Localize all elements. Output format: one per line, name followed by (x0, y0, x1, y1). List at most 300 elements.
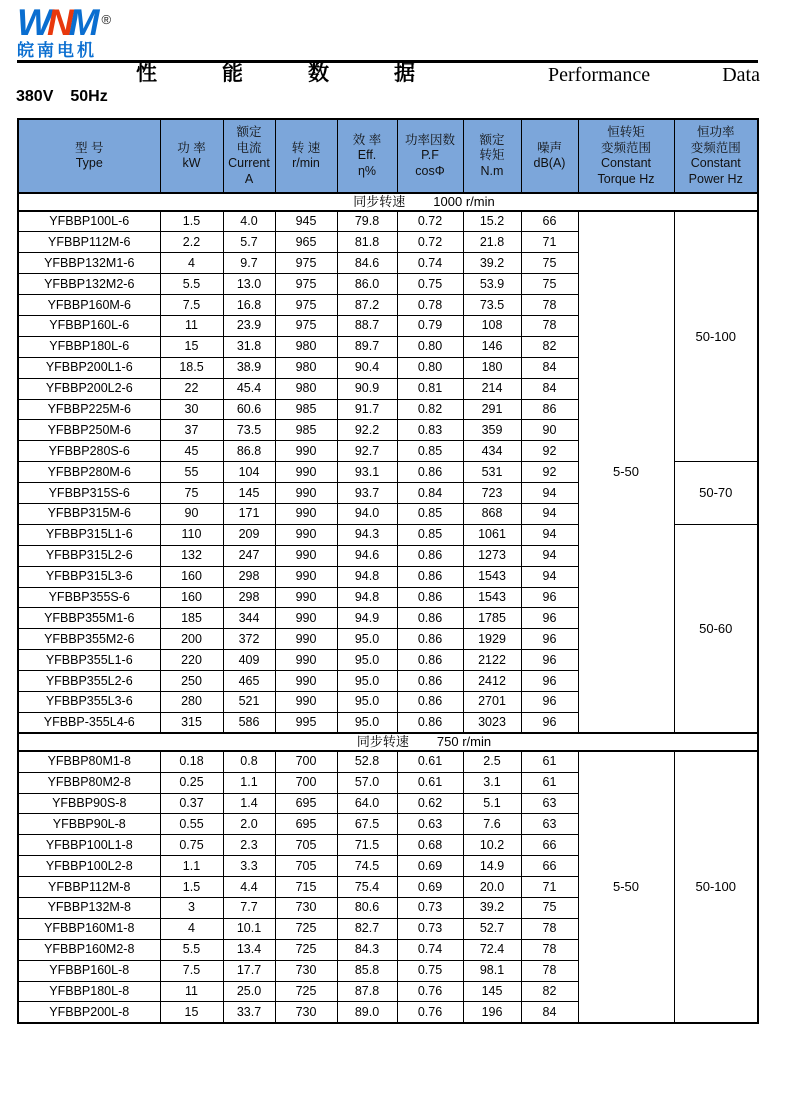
header-line: cosΦ (415, 163, 445, 178)
header-line: 额定 (236, 125, 262, 139)
value-cell-rated-current: 521 (223, 691, 275, 712)
type-cell: YFBBP90L-8 (18, 814, 160, 835)
value-cell-power-kw: 15 (160, 336, 223, 357)
value-cell-rated-current: 4.0 (223, 211, 275, 232)
value-cell-noise: 63 (521, 814, 578, 835)
value-cell-noise: 66 (521, 835, 578, 856)
value-cell-speed: 700 (275, 772, 337, 793)
value-cell-noise: 82 (521, 981, 578, 1002)
header-line: 变频范围 (600, 140, 651, 155)
value-cell-power-kw: 11 (160, 981, 223, 1002)
value-cell-noise: 78 (521, 315, 578, 336)
value-cell-rated-torque: 359 (463, 420, 521, 441)
value-cell-power-factor: 0.62 (397, 793, 463, 814)
value-cell-efficiency: 86.0 (337, 274, 397, 295)
type-cell: YFBBP80M1-8 (18, 751, 160, 772)
value-cell-noise: 90 (521, 420, 578, 441)
value-cell-speed: 730 (275, 960, 337, 981)
page-title-cn (136, 62, 415, 86)
type-cell: YFBBP315L3-6 (18, 566, 160, 587)
value-cell-noise: 86 (521, 399, 578, 420)
value-cell-power-kw: 7.5 (160, 295, 223, 316)
value-cell-rated-current: 33.7 (223, 1002, 275, 1023)
value-cell-power-factor: 0.61 (397, 772, 463, 793)
header-line: P.F (421, 148, 439, 163)
column-header-power-kw (160, 119, 223, 193)
value-cell-efficiency: 81.8 (337, 232, 397, 253)
value-cell-power-factor: 0.75 (397, 960, 463, 981)
value-cell-rated-current: 25.0 (223, 981, 275, 1002)
value-cell-efficiency: 92.7 (337, 441, 397, 462)
value-cell-power-factor: 0.75 (397, 274, 463, 295)
value-cell-power-kw: 0.55 (160, 814, 223, 835)
type-cell: YFBBP180L-6 (18, 336, 160, 357)
value-cell-rated-current: 2.0 (223, 814, 275, 835)
type-cell: YFBBP100L2-8 (18, 856, 160, 877)
value-cell-efficiency: 93.1 (337, 462, 397, 483)
type-cell: YFBBP355L3-6 (18, 691, 160, 712)
value-cell-efficiency: 94.3 (337, 524, 397, 545)
value-cell-rated-current: 9.7 (223, 253, 275, 274)
value-cell-rated-torque: 531 (463, 462, 521, 483)
value-cell-speed: 975 (275, 315, 337, 336)
header-line: 噪声 (536, 140, 562, 155)
value-cell-rated-current: 86.8 (223, 441, 275, 462)
value-cell-efficiency: 89.0 (337, 1002, 397, 1023)
type-cell: YFBBP160M2-8 (18, 939, 160, 960)
value-cell-power-factor: 0.85 (397, 503, 463, 524)
value-cell-speed: 990 (275, 441, 337, 462)
value-cell-power-kw: 0.18 (160, 751, 223, 772)
value-cell-power-factor: 0.86 (397, 691, 463, 712)
title-char: 数 (308, 62, 329, 85)
value-cell-power-kw: 18.5 (160, 357, 223, 378)
value-cell-speed: 990 (275, 671, 337, 692)
company-name-cn: 皖南电机 (17, 41, 97, 60)
type-cell: YFBBP315L1-6 (18, 524, 160, 545)
value-cell-power-factor: 0.82 (397, 399, 463, 420)
value-cell-rated-current: 38.9 (223, 357, 275, 378)
value-cell-power-kw: 1.5 (160, 211, 223, 232)
value-cell-power-kw: 5.5 (160, 939, 223, 960)
header-line: Current (228, 156, 270, 170)
value-cell-power-kw: 0.37 (160, 793, 223, 814)
column-header-efficiency (337, 119, 397, 193)
value-cell-power-kw: 90 (160, 503, 223, 524)
value-cell-efficiency: 52.8 (337, 751, 397, 772)
value-cell-speed: 695 (275, 793, 337, 814)
value-cell-power-factor: 0.74 (397, 939, 463, 960)
value-cell-efficiency: 95.0 (337, 712, 397, 733)
value-cell-rated-torque: 39.2 (463, 898, 521, 919)
value-cell-rated-torque: 2122 (463, 650, 521, 671)
type-cell: YFBBP-355L4-6 (18, 712, 160, 733)
value-cell-noise: 84 (521, 1002, 578, 1023)
column-header-constant-torque-range (578, 119, 674, 193)
type-cell: YFBBP160L-8 (18, 960, 160, 981)
value-cell-power-kw: 200 (160, 629, 223, 650)
title-en-word: Data (722, 64, 760, 86)
type-cell: YFBBP355L2-6 (18, 671, 160, 692)
type-cell: YFBBP100L-6 (18, 211, 160, 232)
header-line: 额定 (479, 132, 505, 147)
value-cell-efficiency: 87.8 (337, 981, 397, 1002)
value-cell-rated-torque: 20.0 (463, 877, 521, 898)
value-cell-speed: 705 (275, 835, 337, 856)
value-cell-rated-torque: 53.9 (463, 274, 521, 295)
title-char: 能 (222, 62, 243, 85)
header-line: kW (182, 156, 201, 170)
value-cell-rated-torque: 2412 (463, 671, 521, 692)
value-cell-speed: 965 (275, 232, 337, 253)
type-cell: YFBBP100L1-8 (18, 835, 160, 856)
value-cell-rated-current: 104 (223, 462, 275, 483)
value-cell-efficiency: 94.8 (337, 566, 397, 587)
value-cell-speed: 700 (275, 751, 337, 772)
type-cell: YFBBP112M-8 (18, 877, 160, 898)
section-label: 同步转速 (353, 194, 406, 210)
value-cell-power-factor: 0.86 (397, 545, 463, 566)
value-cell-efficiency: 94.6 (337, 545, 397, 566)
section-header-cell (18, 733, 758, 751)
type-cell: YFBBP132M1-6 (18, 253, 160, 274)
value-cell-power-kw: 37 (160, 420, 223, 441)
header-line: Constant (690, 156, 741, 170)
header-line: Constant (600, 156, 652, 170)
value-cell-rated-torque: 3.1 (463, 772, 521, 793)
value-cell-efficiency: 84.3 (337, 939, 397, 960)
value-cell-rated-current: 17.7 (223, 960, 275, 981)
value-cell-speed: 990 (275, 462, 337, 483)
header-line: 恒功率 (696, 125, 735, 139)
page-title-en (548, 64, 760, 86)
value-cell-noise: 78 (521, 918, 578, 939)
value-cell-noise: 84 (521, 378, 578, 399)
type-cell: YFBBP280S-6 (18, 441, 160, 462)
value-cell-speed: 990 (275, 629, 337, 650)
table-body (18, 193, 758, 1023)
value-cell-speed: 985 (275, 420, 337, 441)
header-line: 功 率 (177, 140, 206, 155)
value-cell-efficiency: 74.5 (337, 856, 397, 877)
value-cell-efficiency: 79.8 (337, 211, 397, 232)
value-cell-efficiency: 95.0 (337, 691, 397, 712)
value-cell-noise: 75 (521, 898, 578, 919)
type-cell: YFBBP160M1-8 (18, 918, 160, 939)
value-cell-noise: 96 (521, 629, 578, 650)
value-cell-speed: 990 (275, 545, 337, 566)
type-cell: YFBBP180L-8 (18, 981, 160, 1002)
value-cell-speed: 990 (275, 608, 337, 629)
value-cell-power-factor: 0.80 (397, 357, 463, 378)
value-cell-rated-current: 2.3 (223, 835, 275, 856)
column-header-constant-power-range (674, 119, 758, 193)
type-cell: YFBBP200L-8 (18, 1002, 160, 1023)
frequency-value: 50Hz (70, 88, 108, 105)
value-cell-power-factor: 0.79 (397, 315, 463, 336)
value-cell-rated-torque: 2.5 (463, 751, 521, 772)
value-cell-power-factor: 0.76 (397, 981, 463, 1002)
value-cell-noise: 96 (521, 691, 578, 712)
type-cell: YFBBP90S-8 (18, 793, 160, 814)
header-line: Torque Hz (597, 171, 655, 186)
value-cell-rated-current: 344 (223, 608, 275, 629)
value-cell-power-factor: 0.69 (397, 877, 463, 898)
value-cell-speed: 980 (275, 336, 337, 357)
value-cell-power-factor: 0.86 (397, 712, 463, 733)
section-sync-speed: 750 r/min (436, 734, 492, 750)
value-cell-power-factor: 0.84 (397, 483, 463, 504)
value-cell-efficiency: 94.9 (337, 608, 397, 629)
value-cell-rated-current: 60.6 (223, 399, 275, 420)
value-cell-power-factor: 0.63 (397, 814, 463, 835)
value-cell-rated-torque: 291 (463, 399, 521, 420)
performance-table (17, 118, 759, 1024)
table-header (18, 119, 758, 193)
section-header-row (18, 733, 758, 751)
value-cell-rated-current: 23.9 (223, 315, 275, 336)
value-cell-rated-torque: 146 (463, 336, 521, 357)
value-cell-rated-current: 5.7 (223, 232, 275, 253)
value-cell-rated-torque: 723 (463, 483, 521, 504)
type-cell: YFBBP315S-6 (18, 483, 160, 504)
value-cell-efficiency: 88.7 (337, 315, 397, 336)
value-cell-efficiency: 90.9 (337, 378, 397, 399)
value-cell-rated-current: 145 (223, 483, 275, 504)
logo-letter-w: W (17, 2, 47, 43)
value-cell-speed: 945 (275, 211, 337, 232)
value-cell-rated-current: 13.0 (223, 274, 275, 295)
type-cell: YFBBP315M-6 (18, 503, 160, 524)
value-cell-noise: 96 (521, 608, 578, 629)
value-cell-rated-current: 3.3 (223, 856, 275, 877)
value-cell-power-factor: 0.86 (397, 650, 463, 671)
header-line: r/min (292, 156, 320, 170)
value-cell-rated-current: 10.1 (223, 918, 275, 939)
value-cell-rated-torque: 196 (463, 1002, 521, 1023)
value-cell-power-kw: 55 (160, 462, 223, 483)
value-cell-rated-torque: 3023 (463, 712, 521, 733)
value-cell-rated-current: 372 (223, 629, 275, 650)
value-cell-rated-torque: 108 (463, 315, 521, 336)
value-cell-speed: 975 (275, 295, 337, 316)
value-cell-speed: 980 (275, 357, 337, 378)
value-cell-power-factor: 0.69 (397, 856, 463, 877)
value-cell-rated-torque: 1061 (463, 524, 521, 545)
value-cell-power-factor: 0.76 (397, 1002, 463, 1023)
value-cell-power-kw: 5.5 (160, 274, 223, 295)
value-cell-power-kw: 4 (160, 918, 223, 939)
value-cell-noise: 63 (521, 793, 578, 814)
value-cell-efficiency: 57.0 (337, 772, 397, 793)
value-cell-rated-torque: 1543 (463, 587, 521, 608)
value-cell-efficiency: 71.5 (337, 835, 397, 856)
value-cell-power-kw: 132 (160, 545, 223, 566)
value-cell-power-kw: 250 (160, 671, 223, 692)
value-cell-noise: 92 (521, 462, 578, 483)
constant-torque-range-cell: 5-50 (578, 211, 674, 733)
title-char: 性 (136, 62, 157, 85)
logo-letter-m: M (68, 2, 95, 43)
type-cell: YFBBP132M2-6 (18, 274, 160, 295)
header-line: 电流 (236, 140, 262, 155)
value-cell-power-factor: 0.83 (397, 420, 463, 441)
value-cell-efficiency: 95.0 (337, 650, 397, 671)
constant-power-range-cell: 50-100 (674, 751, 758, 1023)
value-cell-speed: 725 (275, 981, 337, 1002)
header-line: 转 速 (291, 140, 321, 155)
value-cell-rated-current: 409 (223, 650, 275, 671)
value-cell-power-kw: 3 (160, 898, 223, 919)
value-cell-power-kw: 1.5 (160, 877, 223, 898)
value-cell-power-kw: 110 (160, 524, 223, 545)
value-cell-rated-torque: 15.2 (463, 211, 521, 232)
value-cell-noise: 78 (521, 295, 578, 316)
value-cell-power-factor: 0.61 (397, 751, 463, 772)
value-cell-efficiency: 89.7 (337, 336, 397, 357)
value-cell-noise: 66 (521, 211, 578, 232)
type-cell: YFBBP280M-6 (18, 462, 160, 483)
registered-trademark-icon: ® (101, 12, 112, 27)
value-cell-speed: 990 (275, 650, 337, 671)
value-cell-power-kw: 11 (160, 315, 223, 336)
value-cell-power-kw: 75 (160, 483, 223, 504)
value-cell-power-kw: 7.5 (160, 960, 223, 981)
value-cell-noise: 96 (521, 712, 578, 733)
section-header-row (18, 193, 758, 211)
section-label: 同步转速 (356, 734, 409, 750)
table-row (18, 211, 758, 232)
value-cell-rated-torque: 98.1 (463, 960, 521, 981)
value-cell-efficiency: 82.7 (337, 918, 397, 939)
value-cell-power-kw: 315 (160, 712, 223, 733)
column-header-type (18, 119, 160, 193)
value-cell-speed: 985 (275, 399, 337, 420)
value-cell-rated-current: 298 (223, 587, 275, 608)
header-line: 型 号 (75, 140, 104, 155)
value-cell-power-factor: 0.73 (397, 918, 463, 939)
column-header-power-factor (397, 119, 463, 193)
value-cell-rated-torque: 52.7 (463, 918, 521, 939)
voltage-value: 380V (16, 88, 54, 105)
value-cell-rated-current: 16.8 (223, 295, 275, 316)
value-cell-speed: 705 (275, 856, 337, 877)
header-line: A (244, 171, 254, 186)
value-cell-power-kw: 0.25 (160, 772, 223, 793)
header-line: 恒转矩 (607, 125, 645, 139)
value-cell-noise: 94 (521, 524, 578, 545)
value-cell-power-factor: 0.72 (397, 211, 463, 232)
value-cell-speed: 725 (275, 918, 337, 939)
value-cell-power-factor: 0.85 (397, 441, 463, 462)
value-cell-efficiency: 85.8 (337, 960, 397, 981)
value-cell-rated-torque: 73.5 (463, 295, 521, 316)
section-sync-speed: 1000 r/min (433, 194, 495, 210)
type-cell: YFBBP355M1-6 (18, 608, 160, 629)
value-cell-noise: 92 (521, 441, 578, 462)
value-cell-speed: 990 (275, 503, 337, 524)
value-cell-rated-torque: 145 (463, 981, 521, 1002)
value-cell-speed: 995 (275, 712, 337, 733)
type-cell: YFBBP315L2-6 (18, 545, 160, 566)
value-cell-power-kw: 220 (160, 650, 223, 671)
value-cell-efficiency: 84.6 (337, 253, 397, 274)
header-line: N.m (480, 163, 504, 178)
value-cell-efficiency: 94.8 (337, 587, 397, 608)
value-cell-power-factor: 0.81 (397, 378, 463, 399)
value-cell-noise: 96 (521, 650, 578, 671)
constant-power-range-cell: 50-100 (674, 211, 758, 462)
value-cell-rated-current: 13.4 (223, 939, 275, 960)
value-cell-noise: 75 (521, 274, 578, 295)
column-header-rated-current (223, 119, 275, 193)
value-cell-rated-torque: 2701 (463, 691, 521, 712)
value-cell-rated-current: 586 (223, 712, 275, 733)
value-cell-power-factor: 0.85 (397, 524, 463, 545)
value-cell-speed: 730 (275, 898, 337, 919)
value-cell-rated-current: 1.1 (223, 772, 275, 793)
value-cell-power-factor: 0.78 (397, 295, 463, 316)
value-cell-noise: 94 (521, 566, 578, 587)
value-cell-rated-torque: 434 (463, 441, 521, 462)
value-cell-power-kw: 185 (160, 608, 223, 629)
value-cell-rated-current: 0.8 (223, 751, 275, 772)
wnm-logo (17, 2, 112, 60)
value-cell-noise: 82 (521, 336, 578, 357)
value-cell-noise: 66 (521, 856, 578, 877)
value-cell-speed: 975 (275, 274, 337, 295)
value-cell-power-factor: 0.86 (397, 629, 463, 650)
type-cell: YFBBP225M-6 (18, 399, 160, 420)
type-cell: YFBBP355M2-6 (18, 629, 160, 650)
value-cell-efficiency: 87.2 (337, 295, 397, 316)
value-cell-speed: 990 (275, 691, 337, 712)
value-cell-power-kw: 160 (160, 587, 223, 608)
header-line: Type (75, 156, 103, 170)
header-line: Power Hz (688, 171, 743, 186)
value-cell-power-factor: 0.72 (397, 232, 463, 253)
value-cell-speed: 980 (275, 378, 337, 399)
value-cell-noise: 96 (521, 671, 578, 692)
value-cell-power-kw: 280 (160, 691, 223, 712)
value-cell-power-kw: 2.2 (160, 232, 223, 253)
wnm-logo-letters (17, 2, 112, 43)
type-cell: YFBBP355L1-6 (18, 650, 160, 671)
value-cell-power-kw: 1.1 (160, 856, 223, 877)
constant-power-range-cell: 50-60 (674, 524, 758, 733)
type-cell: YFBBP200L2-6 (18, 378, 160, 399)
value-cell-speed: 695 (275, 814, 337, 835)
header-line: 效 率 (352, 132, 382, 147)
value-cell-efficiency: 75.4 (337, 877, 397, 898)
value-cell-noise: 71 (521, 877, 578, 898)
value-cell-efficiency: 94.0 (337, 503, 397, 524)
value-cell-rated-current: 73.5 (223, 420, 275, 441)
value-cell-power-kw: 15 (160, 1002, 223, 1023)
constant-power-range-cell: 50-70 (674, 462, 758, 525)
header-line: 转矩 (479, 148, 505, 163)
value-cell-power-factor: 0.86 (397, 566, 463, 587)
type-cell: YFBBP80M2-8 (18, 772, 160, 793)
value-cell-rated-torque: 1543 (463, 566, 521, 587)
column-header-speed (275, 119, 337, 193)
value-cell-noise: 78 (521, 960, 578, 981)
header-line: η% (357, 163, 377, 178)
logo-letter-n: N (46, 2, 69, 43)
value-cell-rated-torque: 1785 (463, 608, 521, 629)
header-line: Eff. (357, 148, 377, 163)
value-cell-noise: 78 (521, 939, 578, 960)
